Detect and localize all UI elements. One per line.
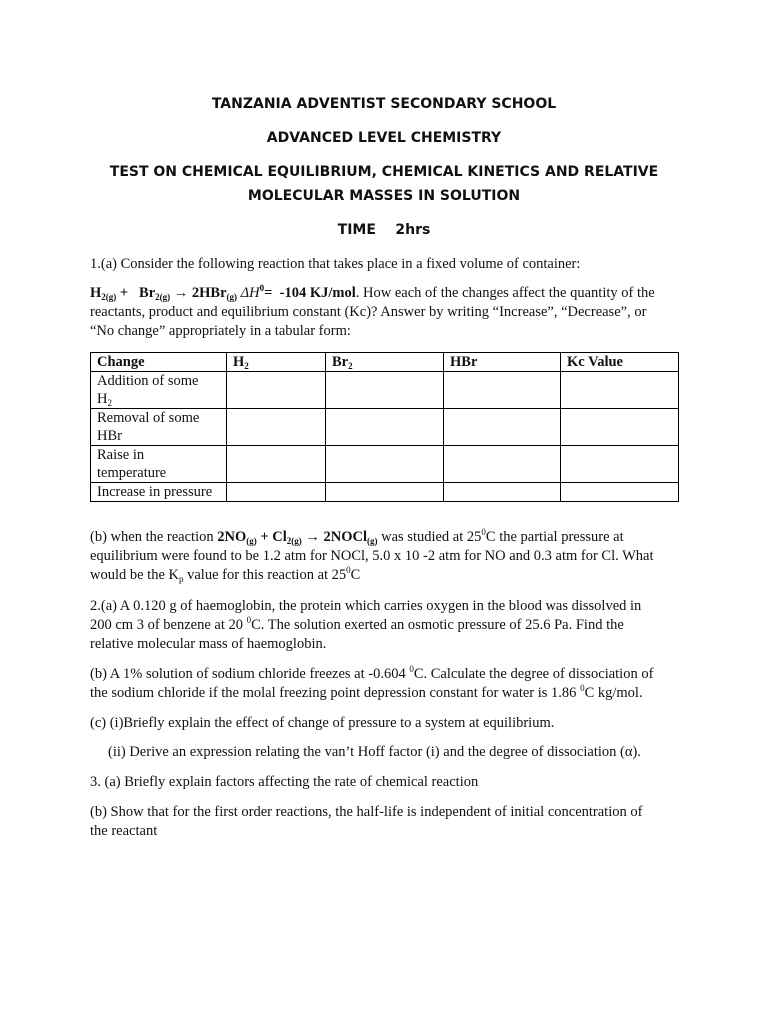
q1a-intro: 1.(a) Consider the following reaction that takes place in a fixed volume of container:: [90, 256, 581, 272]
col-kc: Kc Value: [561, 353, 679, 372]
question-1b: [90, 528, 690, 585]
q3a-line: 3. (a) Briefly explain factors affecting the rate of chemical reaction: [90, 774, 479, 790]
answer-cell[interactable]: [561, 372, 679, 409]
answer-cell[interactable]: [444, 483, 561, 502]
answer-cell[interactable]: [326, 409, 444, 446]
row-change-cell: Removal of some HBr: [91, 409, 227, 446]
question-3b: [90, 803, 690, 841]
question-1a-equation: [90, 284, 690, 341]
answer-cell[interactable]: [227, 446, 326, 483]
col-change: Change: [91, 353, 227, 372]
answer-cell[interactable]: [227, 372, 326, 409]
table-row: [91, 372, 679, 409]
test-title-line1: TEST ON CHEMICAL EQUILIBRIUM, CHEMICAL KINETICS AND RELATIVE: [109, 164, 659, 180]
row-change-cell: Increase in pressure: [91, 483, 227, 502]
q2a-line1: 2.(a) A 0.120 g of haemoglobin, the protein which carries oxygen in the blood was dissolved in: [90, 598, 642, 614]
row-change-cell: Addition of some $H_2$: [91, 372, 227, 409]
q1a-line2: reactants, product and equilibrium constant (Kc)? Answer by writing “Increase”, “Decrease”, or: [90, 304, 647, 320]
q1b-line2: equilibrium were found to be 1.2 atm for NOCl, 5.0 x 10 -2 atm for NO and 0.3 atm for Cl. What: [90, 548, 654, 564]
col-hbr: HBr: [444, 353, 561, 372]
question-2a: [90, 597, 690, 654]
subject-title: ADVANCED LEVEL CHEMISTRY: [266, 130, 502, 146]
q2a-line3: relative molecular mass of haemoglobin.: [90, 636, 327, 652]
question-1a: [90, 255, 680, 274]
question-2b: [90, 665, 690, 703]
answer-table: [90, 352, 679, 502]
table-header-row: [91, 353, 679, 372]
q1a-equation-line: $H_{2(g)} + Br_{2(g)} \to 2HBr_{(g)}$ $\Delta H^0= -104$ KJ/mol. How each of the changes affect the quantity of the: [90, 283, 655, 302]
q3b-line1: (b) Show that for the first order reactions, the half-life is independent of initial concentration of: [90, 804, 643, 820]
question-2c-ii: [108, 743, 688, 762]
answer-cell[interactable]: [444, 446, 561, 483]
table-row: [91, 446, 679, 483]
q1a-line3: “No change” appropriately in a tabular form:: [90, 323, 351, 339]
time-allowed: TIME 2hrs: [337, 222, 431, 238]
answer-cell[interactable]: [444, 409, 561, 446]
table-row: [91, 409, 679, 446]
q2c-i-line: (c) (i)Briefly explain the effect of change of pressure to a system at equilibrium.: [90, 715, 555, 731]
question-3a: [90, 773, 690, 792]
answer-cell[interactable]: [326, 483, 444, 502]
answer-cell[interactable]: [227, 483, 326, 502]
test-title-line2: MOLECULAR MASSES IN SOLUTION: [247, 188, 521, 204]
answer-cell[interactable]: [326, 372, 444, 409]
answer-cell[interactable]: [561, 409, 679, 446]
answer-cell[interactable]: [561, 446, 679, 483]
col-h2: $H_2$: [227, 353, 326, 372]
q2b-line2: the sodium chloride if the molal freezing point depression constant for water is 1.86 $^0$C kg/mol.: [90, 683, 643, 701]
question-2c-i: [90, 714, 690, 733]
col-br2: $Br_2$: [326, 353, 444, 372]
row-change-cell: Raise in temperature: [91, 446, 227, 483]
q1b-line3: would be the $K_p$ value for this reaction at $25^0C$: [90, 565, 361, 584]
answer-cell[interactable]: [444, 372, 561, 409]
answer-cell[interactable]: [227, 409, 326, 446]
school-name: TANZANIA ADVENTIST SECONDARY SCHOOL: [211, 96, 557, 112]
answer-cell[interactable]: [561, 483, 679, 502]
answer-cell[interactable]: [326, 446, 444, 483]
q2a-line2: 200 cm 3 of benzene at 20 $^0$C. The solution exerted an osmotic pressure of 25.6 Pa. Find the: [90, 615, 624, 633]
table-row: [91, 483, 679, 502]
q1b-line1: (b) when the reaction $2NO_{(g)} + Cl_{2(g)}$ → 2NOCl$_{(g)}$ was studied at $25^0C$ the partial pressure at: [90, 527, 624, 546]
q2c-ii-line: (ii) Derive an expression relating the van’t Hoff factor (i) and the degree of dissociation (α).: [108, 744, 641, 760]
q3b-line2: the reactant: [90, 823, 158, 839]
q2b-line1: (b) A 1% solution of sodium chloride freezes at -0.604 $^0$C. Calculate the degree of dissociation of: [90, 664, 654, 682]
